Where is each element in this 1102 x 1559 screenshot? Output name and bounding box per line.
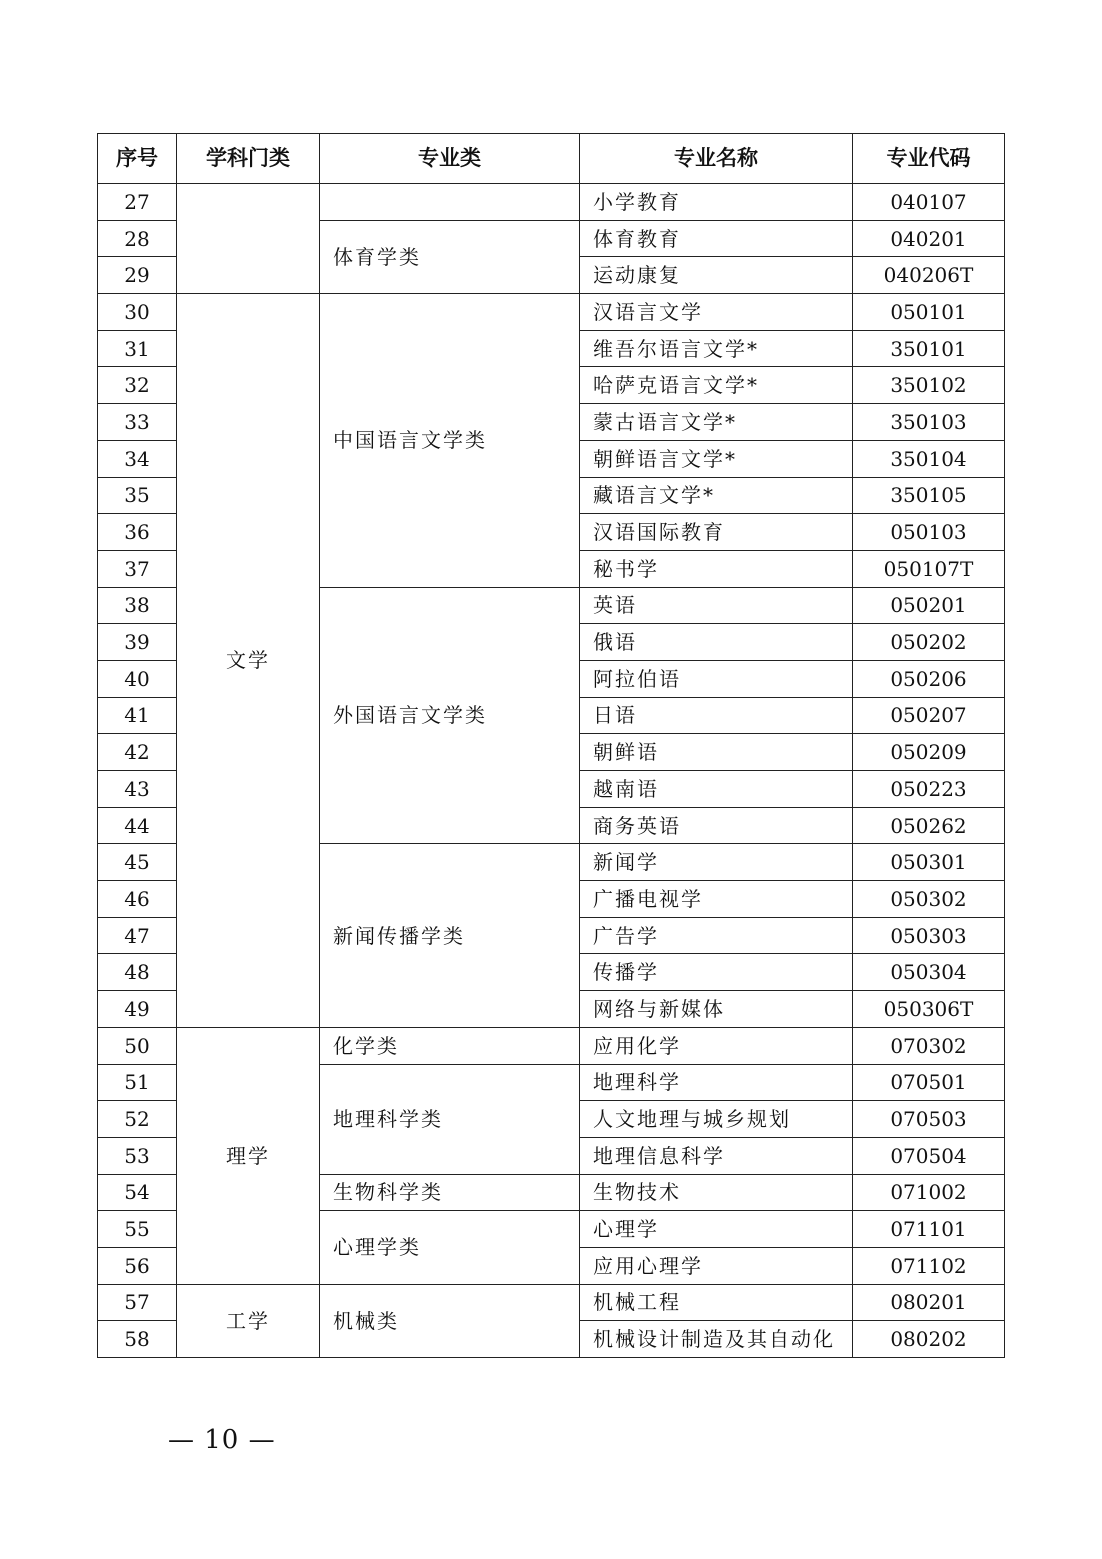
major-code: 040201 bbox=[853, 220, 1005, 257]
major-name: 传播学 bbox=[580, 954, 853, 991]
row-no: 42 bbox=[98, 734, 177, 771]
major-name: 人文地理与城乡规划 bbox=[580, 1101, 853, 1138]
major-name: 维吾尔语言文学* bbox=[580, 330, 853, 367]
row-no: 51 bbox=[98, 1064, 177, 1101]
header-name: 专业名称 bbox=[580, 134, 853, 184]
major-code: 070504 bbox=[853, 1137, 1005, 1174]
row-no: 44 bbox=[98, 807, 177, 844]
major-code: 050303 bbox=[853, 917, 1005, 954]
table-row bbox=[98, 294, 1005, 331]
major-name: 汉语言文学 bbox=[580, 294, 853, 331]
category-cell: 文学 bbox=[177, 294, 320, 1028]
row-no: 30 bbox=[98, 294, 177, 331]
row-no: 36 bbox=[98, 514, 177, 551]
row-no: 34 bbox=[98, 440, 177, 477]
major-name: 蒙古语言文学* bbox=[580, 404, 853, 441]
major-name: 广播电视学 bbox=[580, 881, 853, 918]
class-cell: 新闻传播学类 bbox=[320, 844, 580, 1027]
major-name: 藏语言文学* bbox=[580, 477, 853, 514]
row-no: 50 bbox=[98, 1027, 177, 1064]
major-name: 体育教育 bbox=[580, 220, 853, 257]
row-no: 55 bbox=[98, 1211, 177, 1248]
major-name: 哈萨克语言文学* bbox=[580, 367, 853, 404]
major-code: 050101 bbox=[853, 294, 1005, 331]
major-code: 050202 bbox=[853, 624, 1005, 661]
major-code: 050302 bbox=[853, 881, 1005, 918]
category-cell bbox=[177, 184, 320, 294]
class-cell: 体育学类 bbox=[320, 220, 580, 293]
major-code: 050304 bbox=[853, 954, 1005, 991]
major-code: 050262 bbox=[853, 807, 1005, 844]
major-code: 071002 bbox=[853, 1174, 1005, 1211]
major-name: 广告学 bbox=[580, 917, 853, 954]
major-name: 阿拉伯语 bbox=[580, 660, 853, 697]
row-no: 39 bbox=[98, 624, 177, 661]
row-no: 45 bbox=[98, 844, 177, 881]
major-code: 070302 bbox=[853, 1027, 1005, 1064]
major-name: 朝鲜语 bbox=[580, 734, 853, 771]
row-no: 46 bbox=[98, 881, 177, 918]
major-code: 070503 bbox=[853, 1101, 1005, 1138]
major-name: 朝鲜语言文学* bbox=[580, 440, 853, 477]
category-cell: 理学 bbox=[177, 1027, 320, 1284]
class-cell: 化学类 bbox=[320, 1027, 580, 1064]
major-code: 050209 bbox=[853, 734, 1005, 771]
major-name: 地理科学 bbox=[580, 1064, 853, 1101]
major-name: 心理学 bbox=[580, 1211, 853, 1248]
major-name: 应用心理学 bbox=[580, 1247, 853, 1284]
row-no: 29 bbox=[98, 257, 177, 294]
header-category: 学科门类 bbox=[177, 134, 320, 184]
row-no: 38 bbox=[98, 587, 177, 624]
major-name: 秘书学 bbox=[580, 550, 853, 587]
major-code: 050223 bbox=[853, 771, 1005, 808]
major-name: 商务英语 bbox=[580, 807, 853, 844]
table-row bbox=[98, 1284, 1005, 1321]
major-code: 050207 bbox=[853, 697, 1005, 734]
row-no: 58 bbox=[98, 1321, 177, 1358]
major-name: 日语 bbox=[580, 697, 853, 734]
row-no: 27 bbox=[98, 184, 177, 221]
row-no: 37 bbox=[98, 550, 177, 587]
row-no: 41 bbox=[98, 697, 177, 734]
major-code: 350102 bbox=[853, 367, 1005, 404]
row-no: 52 bbox=[98, 1101, 177, 1138]
row-no: 48 bbox=[98, 954, 177, 991]
major-code: 070501 bbox=[853, 1064, 1005, 1101]
major-code: 050206 bbox=[853, 660, 1005, 697]
class-cell: 机械类 bbox=[320, 1284, 580, 1357]
row-no: 28 bbox=[98, 220, 177, 257]
major-code: 080202 bbox=[853, 1321, 1005, 1358]
major-code: 080201 bbox=[853, 1284, 1005, 1321]
row-no: 43 bbox=[98, 771, 177, 808]
major-code: 050103 bbox=[853, 514, 1005, 551]
row-no: 31 bbox=[98, 330, 177, 367]
major-name: 机械工程 bbox=[580, 1284, 853, 1321]
major-code: 050306T bbox=[853, 991, 1005, 1028]
major-name: 地理信息科学 bbox=[580, 1137, 853, 1174]
header-no: 序号 bbox=[98, 134, 177, 184]
class-cell bbox=[320, 184, 580, 221]
major-code: 040107 bbox=[853, 184, 1005, 221]
row-no: 54 bbox=[98, 1174, 177, 1211]
header-class: 专业类 bbox=[320, 134, 580, 184]
major-name: 越南语 bbox=[580, 771, 853, 808]
class-cell: 心理学类 bbox=[320, 1211, 580, 1284]
row-no: 40 bbox=[98, 660, 177, 697]
class-cell: 外国语言文学类 bbox=[320, 587, 580, 844]
major-code: 040206T bbox=[853, 257, 1005, 294]
major-code: 071101 bbox=[853, 1211, 1005, 1248]
table-row bbox=[98, 1027, 1005, 1064]
row-no: 53 bbox=[98, 1137, 177, 1174]
major-code: 071102 bbox=[853, 1247, 1005, 1284]
row-no: 57 bbox=[98, 1284, 177, 1321]
major-table bbox=[97, 133, 1005, 1358]
row-no: 35 bbox=[98, 477, 177, 514]
major-name: 俄语 bbox=[580, 624, 853, 661]
major-name: 英语 bbox=[580, 587, 853, 624]
row-no: 47 bbox=[98, 917, 177, 954]
major-code: 050107T bbox=[853, 550, 1005, 587]
major-code: 350105 bbox=[853, 477, 1005, 514]
row-no: 56 bbox=[98, 1247, 177, 1284]
major-code: 350104 bbox=[853, 440, 1005, 477]
major-code: 050201 bbox=[853, 587, 1005, 624]
row-no: 49 bbox=[98, 991, 177, 1028]
major-code: 350103 bbox=[853, 404, 1005, 441]
major-code: 050301 bbox=[853, 844, 1005, 881]
category-cell: 工学 bbox=[177, 1284, 320, 1357]
major-table-sheet bbox=[97, 133, 1005, 1358]
row-no: 33 bbox=[98, 404, 177, 441]
row-no: 32 bbox=[98, 367, 177, 404]
class-cell: 地理科学类 bbox=[320, 1064, 580, 1174]
header-code: 专业代码 bbox=[853, 134, 1005, 184]
major-name: 机械设计制造及其自动化 bbox=[580, 1321, 853, 1358]
class-cell: 生物科学类 bbox=[320, 1174, 580, 1211]
major-name: 汉语国际教育 bbox=[580, 514, 853, 551]
major-name: 应用化学 bbox=[580, 1027, 853, 1064]
major-name: 网络与新媒体 bbox=[580, 991, 853, 1028]
class-cell: 中国语言文学类 bbox=[320, 294, 580, 588]
major-name: 运动康复 bbox=[580, 257, 853, 294]
table-row bbox=[98, 184, 1005, 221]
major-name: 小学教育 bbox=[580, 184, 853, 221]
major-code: 350101 bbox=[853, 330, 1005, 367]
header-row bbox=[98, 134, 1005, 184]
major-name: 新闻学 bbox=[580, 844, 853, 881]
page-number: — 10 — bbox=[168, 1425, 276, 1455]
major-name: 生物技术 bbox=[580, 1174, 853, 1211]
